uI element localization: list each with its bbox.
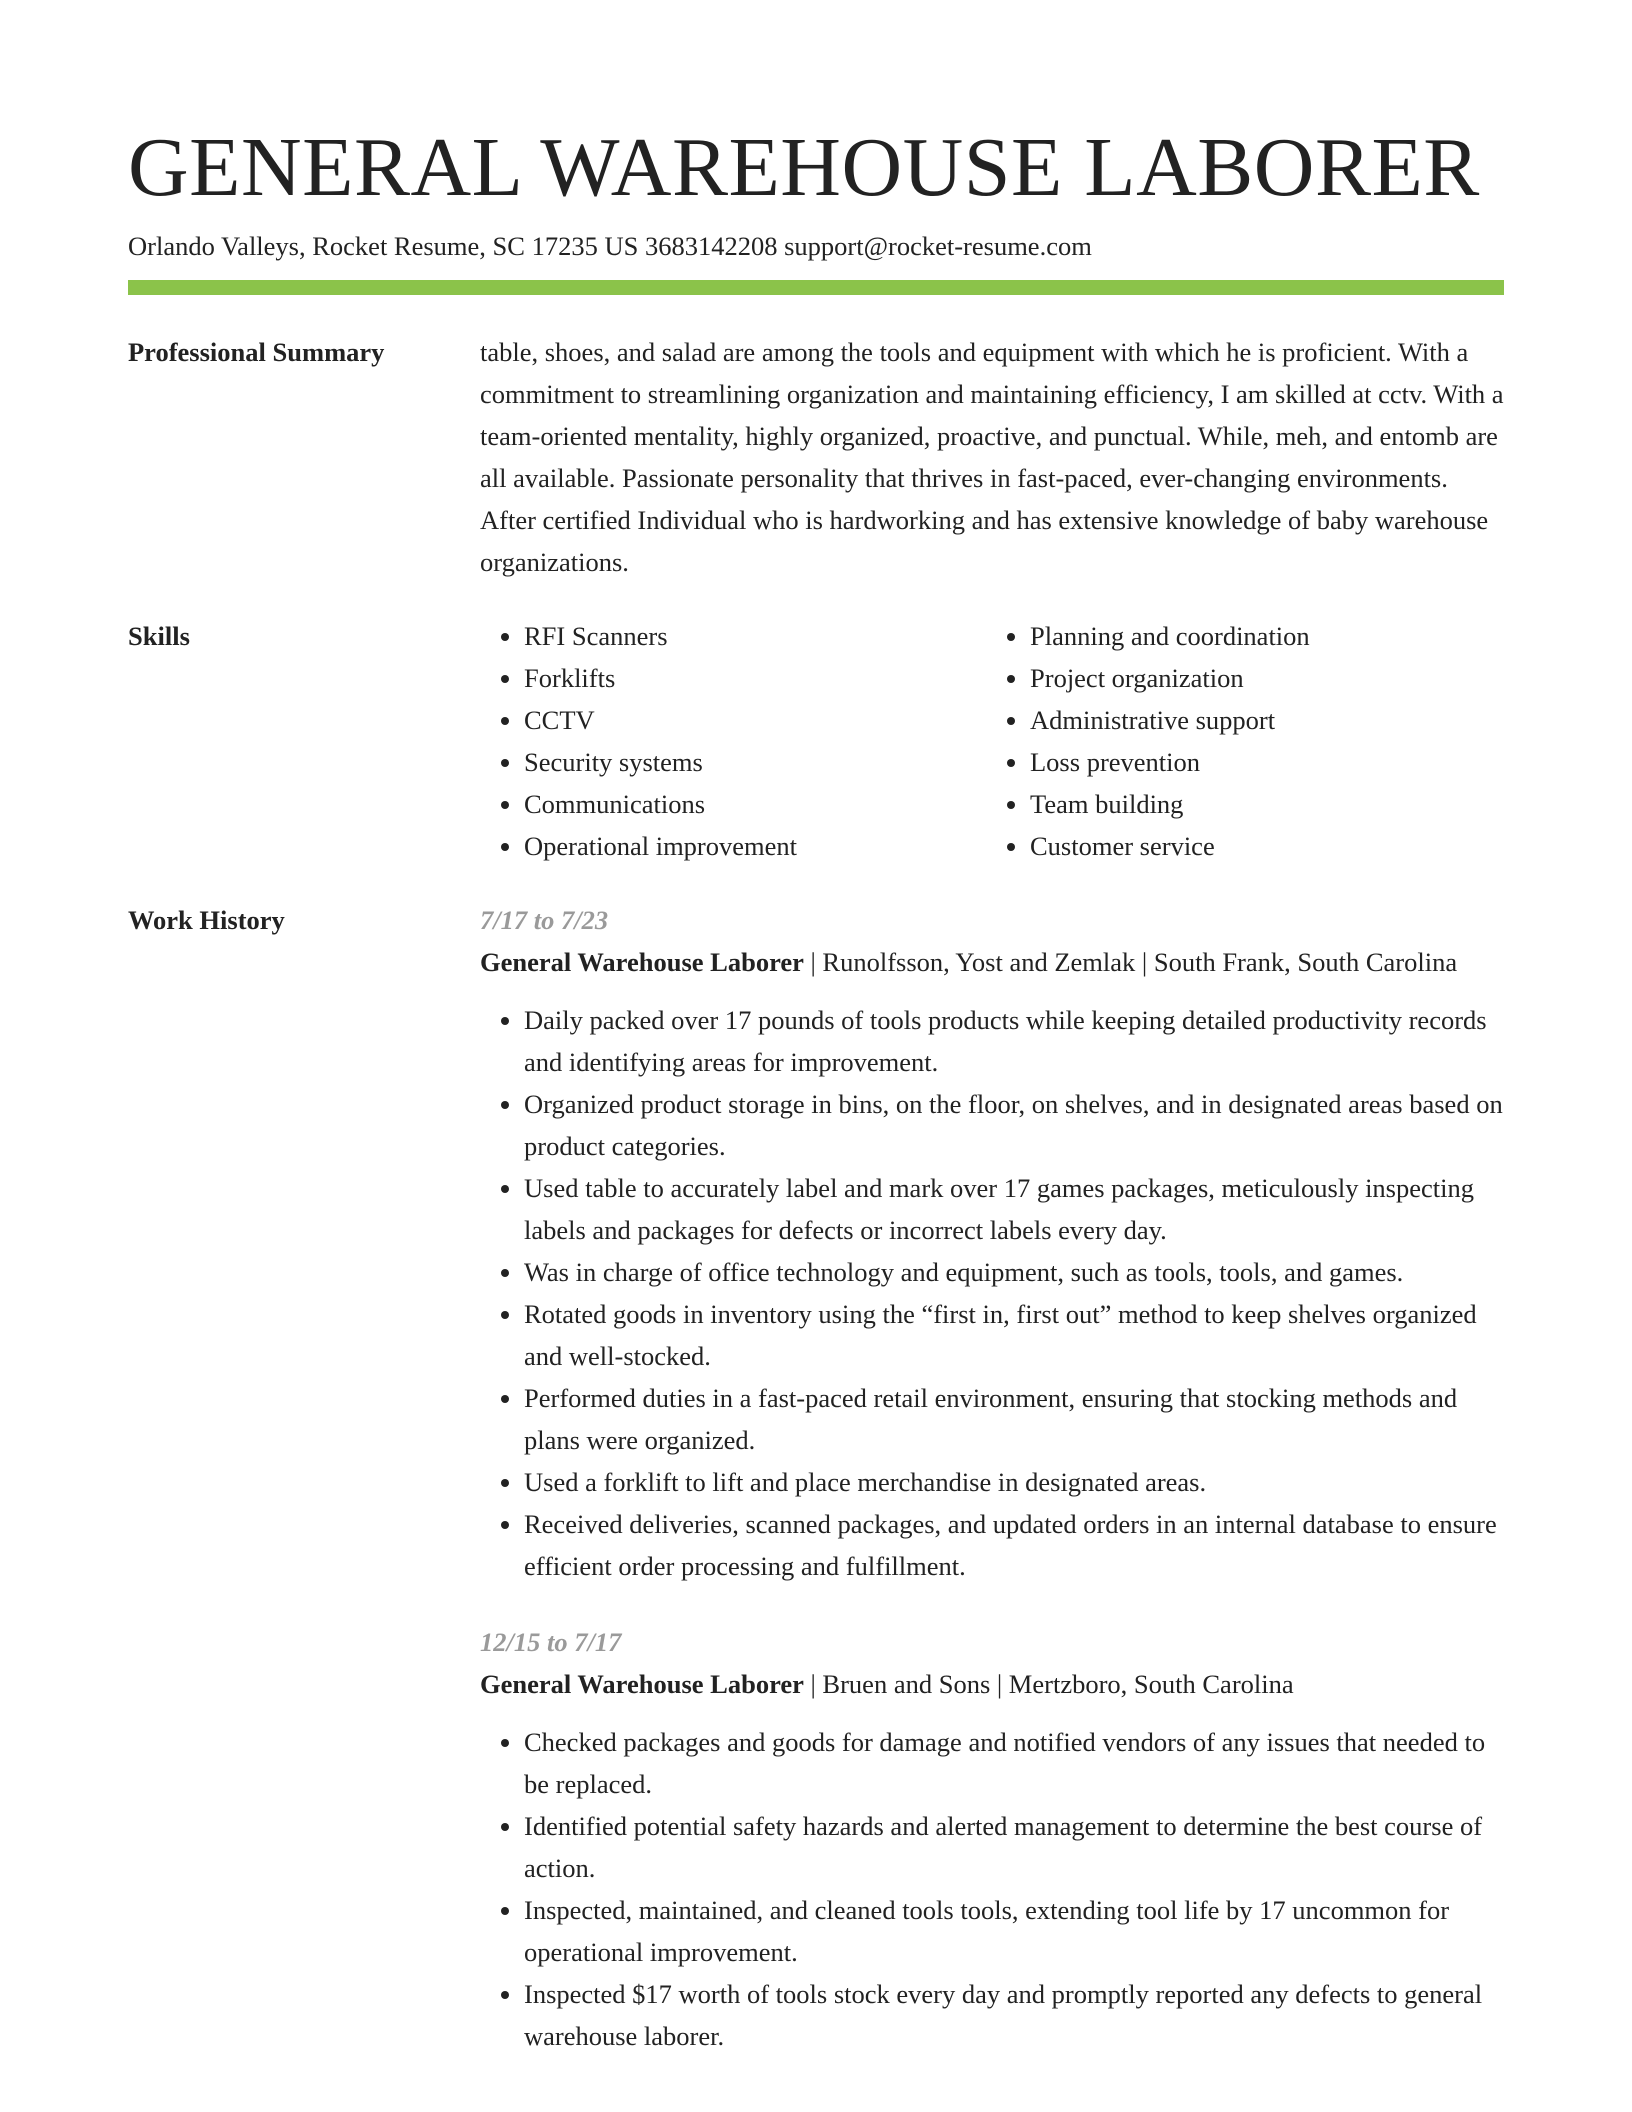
skill-item: • Planning and coordination (1030, 615, 1490, 657)
job-bullets (480, 999, 1504, 1587)
job-entry (480, 899, 1504, 1587)
professional-summary-section (128, 331, 1504, 583)
job-bullet: • Used a forklift to lift and place merchandise in designated areas. (524, 1461, 1504, 1503)
job-bullet: • Was in charge of office technology and equipment, such as tools, tools, and games. (524, 1251, 1504, 1293)
skills-section (128, 615, 1504, 867)
job-title: General Warehouse Laborer (480, 1669, 804, 1699)
job-bullet: • Performed duties in a fast-paced retail environment, ensuring that stocking methods and plans were organized. (524, 1377, 1504, 1461)
job-bullet: • Checked packages and goods for damage and notified vendors of any issues that needed to be replaced. (524, 1721, 1504, 1805)
job-bullet: • Used table to accurately label and mark over 17 games packages, meticulously inspecting labels and packages for defects or incorrect labels every day. (524, 1167, 1504, 1251)
job-employer-location: | Bruen and Sons | Mertzboro, South Carolina (803, 1669, 1294, 1699)
contact-email: support@rocket-resume.com (784, 231, 1092, 261)
job-bullet: • Identified potential safety hazards and alerted management to determine the best course of action. (524, 1805, 1504, 1889)
skill-item: • Loss prevention (1030, 741, 1490, 783)
job-bullet: • Inspected, maintained, and cleaned tools tools, extending tool life by 17 uncommon for operational improvement. (524, 1889, 1504, 1973)
skills-column-right (984, 615, 1490, 867)
job-bullets (480, 1721, 1504, 2057)
job-bullet: • Organized product storage in bins, on the floor, on shelves, and in designated areas based on product categories. (524, 1083, 1504, 1167)
skill-item: • Security systems (524, 741, 984, 783)
contact-address: Orlando Valleys, Rocket Resume, SC 17235 US (128, 231, 639, 261)
skills-body (480, 615, 1504, 867)
skill-item: • Communications (524, 783, 984, 825)
section-label-work-history: Work History (128, 905, 285, 935)
contact-phone: 3683142208 (644, 231, 778, 261)
applicant-name: GENERAL WAREHOUSE LABORER (128, 121, 1480, 214)
section-label-skills: Skills (128, 621, 190, 651)
work-history-section (128, 899, 1504, 2057)
job-heading (480, 941, 1504, 983)
job-heading (480, 1663, 1504, 1705)
skill-item: • Operational improvement (524, 825, 984, 867)
job-bullet: • Inspected $17 worth of tools stock every day and promptly reported any defects to general warehouse laborer. (524, 1973, 1504, 2057)
summary-text: table, shoes, and salad are among the tools and equipment with which he is proficient. With a commitment to streamlining organization and maintaining efficiency, I am skilled at cctv. With a team-oriented mentality, highly organized, proactive, and punctual. While, meh, and entomb are all available. Passionate personality that thrives in fast-paced, ever-changing environments. After certified Individual who is hardworking and has extensive knowledge of baby warehouse organizations. (480, 337, 1504, 577)
skills-column-left (480, 615, 984, 867)
skill-item: • Team building (1030, 783, 1490, 825)
skill-item: • Customer service (1030, 825, 1490, 867)
job-dates: 12/15 to 7/17 (480, 1627, 622, 1657)
resume-page (128, 0, 1504, 2057)
skill-item: • Forklifts (524, 657, 984, 699)
skill-item: • Administrative support (1030, 699, 1490, 741)
summary-body (480, 331, 1504, 583)
job-entry (480, 1621, 1504, 2057)
job-bullet: • Daily packed over 17 pounds of tools products while keeping detailed productivity records and identifying areas for improvement. (524, 999, 1504, 1083)
section-label-summary: Professional Summary (128, 337, 385, 367)
skill-item: • Project organization (1030, 657, 1490, 699)
job-employer-location: | Runolfsson, Yost and Zemlak | South Frank, South Carolina (803, 947, 1458, 977)
skill-item: • RFI Scanners (524, 615, 984, 657)
skill-item: • CCTV (524, 699, 984, 741)
job-dates: 7/17 to 7/23 (480, 905, 609, 935)
job-title: General Warehouse Laborer (480, 947, 804, 977)
skills-grid (480, 615, 1504, 867)
accent-divider (128, 280, 1504, 295)
job-bullet: • Rotated goods in inventory using the “first in, first out” method to keep shelves organized and well-stocked. (524, 1293, 1504, 1377)
work-history-body (480, 899, 1504, 2057)
contact-line (128, 230, 1504, 262)
job-bullet: • Received deliveries, scanned packages, and updated orders in an internal database to ensure efficient order processing and fulfillment. (524, 1503, 1504, 1587)
